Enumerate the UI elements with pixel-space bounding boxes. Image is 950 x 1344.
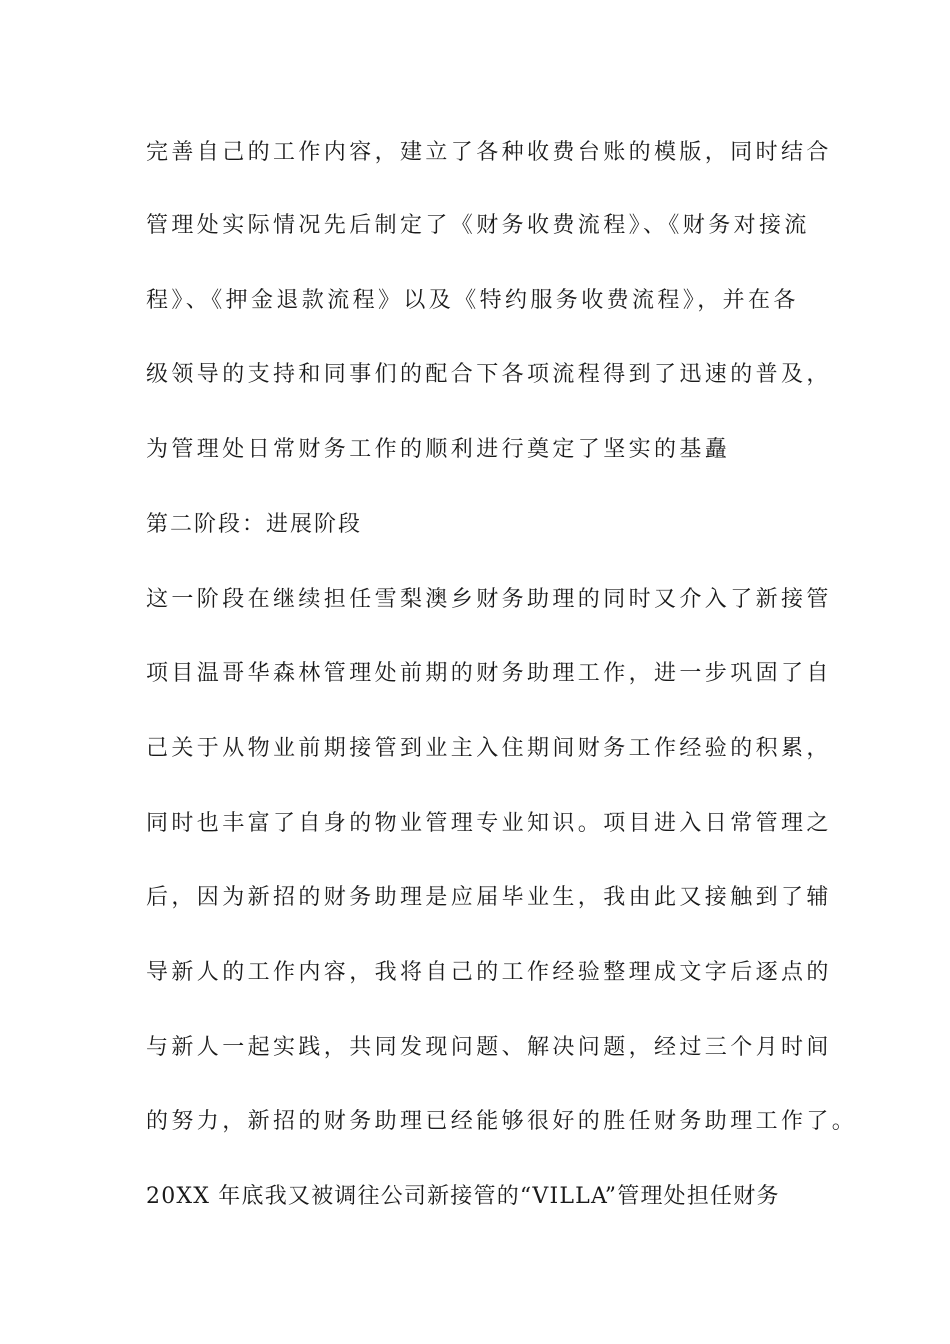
paragraph-line: 管理处实际情况先后制定了《财务收费流程》、《财务对接流	[146, 213, 810, 238]
paragraph-line: 20XX 年底我又被调往公司新接管的“VILLA”管理处担任财务	[146, 1184, 780, 1209]
paragraph-line: 同时也丰富了自身的物业管理专业知识。项目进入日常管理之	[146, 811, 832, 836]
section-heading: 第二阶段：进展阶段	[146, 512, 363, 537]
paragraph-line: 己关于从物业前期接管到业主入住期间财务工作经验的积累，	[146, 736, 832, 761]
paragraph-line: 的努力，新招的财务助理已经能够很好的胜任财务助理工作了。	[146, 1109, 858, 1134]
paragraph-line: 级领导的支持和同事们的配合下各项流程得到了迅速的普及，	[146, 362, 832, 387]
paragraph-line: 项目温哥华森林管理处前期的财务助理工作，进一步巩固了自	[146, 661, 832, 686]
paragraph-line: 程》、《押金退款流程》以及《特约服务收费流程》，并在各	[146, 288, 799, 313]
paragraph-line: 后，因为新招的财务助理是应届毕业生，我由此又接触到了辅	[146, 885, 832, 910]
paragraph-line: 导新人的工作内容，我将自己的工作经验整理成文字后逐点的	[146, 960, 832, 985]
paragraph-line: 与新人一起实践，共同发现问题、解决问题，经过三个月时间	[146, 1035, 832, 1060]
paragraph-line: 完善自己的工作内容，建立了各种收费台账的模版，同时结合	[146, 140, 832, 165]
paragraph-line: 为管理处日常财务工作的顺利进行奠定了坚实的基矗	[146, 437, 731, 462]
paragraph-line: 这一阶段在继续担任雪梨澳乡财务助理的同时又介入了新接管	[146, 587, 832, 612]
